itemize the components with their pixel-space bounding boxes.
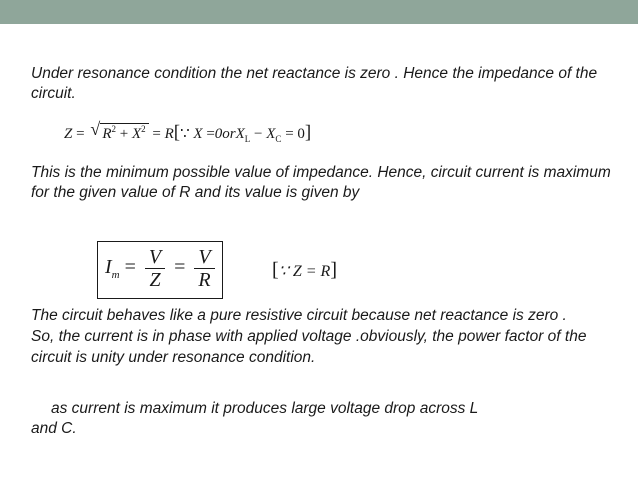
condition-bracket: [∵ Z = R] <box>272 259 337 281</box>
paragraph-resonance: Under resonance condition the net reactance is zero . Hence the impedance of the circuit. <box>31 65 598 102</box>
paragraph-resistive-circuit: The circuit behaves like a pure resistive circuit because net reactance is zero . So, the current is in phase with applied voltage .obviously, the power factor of the circuit is unity under resonance condition. <box>31 307 587 366</box>
paragraph-minimum-impedance: This is the minimum possible value of impedance. Hence, circuit current is maximum for the given value of R and its value is given by <box>31 164 611 201</box>
slide-top-bar <box>0 0 638 24</box>
current-equation: $I_m$ = $\frac{V}{Z}$ = $\frac{V}{R}$ <box>105 246 219 291</box>
paragraph-voltage-drop: as current is maximum it produces large voltage drop across L and C. <box>31 400 479 437</box>
impedance-equation: Z = √ $R^2 + X^2$ = R[∵ $X =0orX_L - X_C = 0$] <box>64 119 312 144</box>
